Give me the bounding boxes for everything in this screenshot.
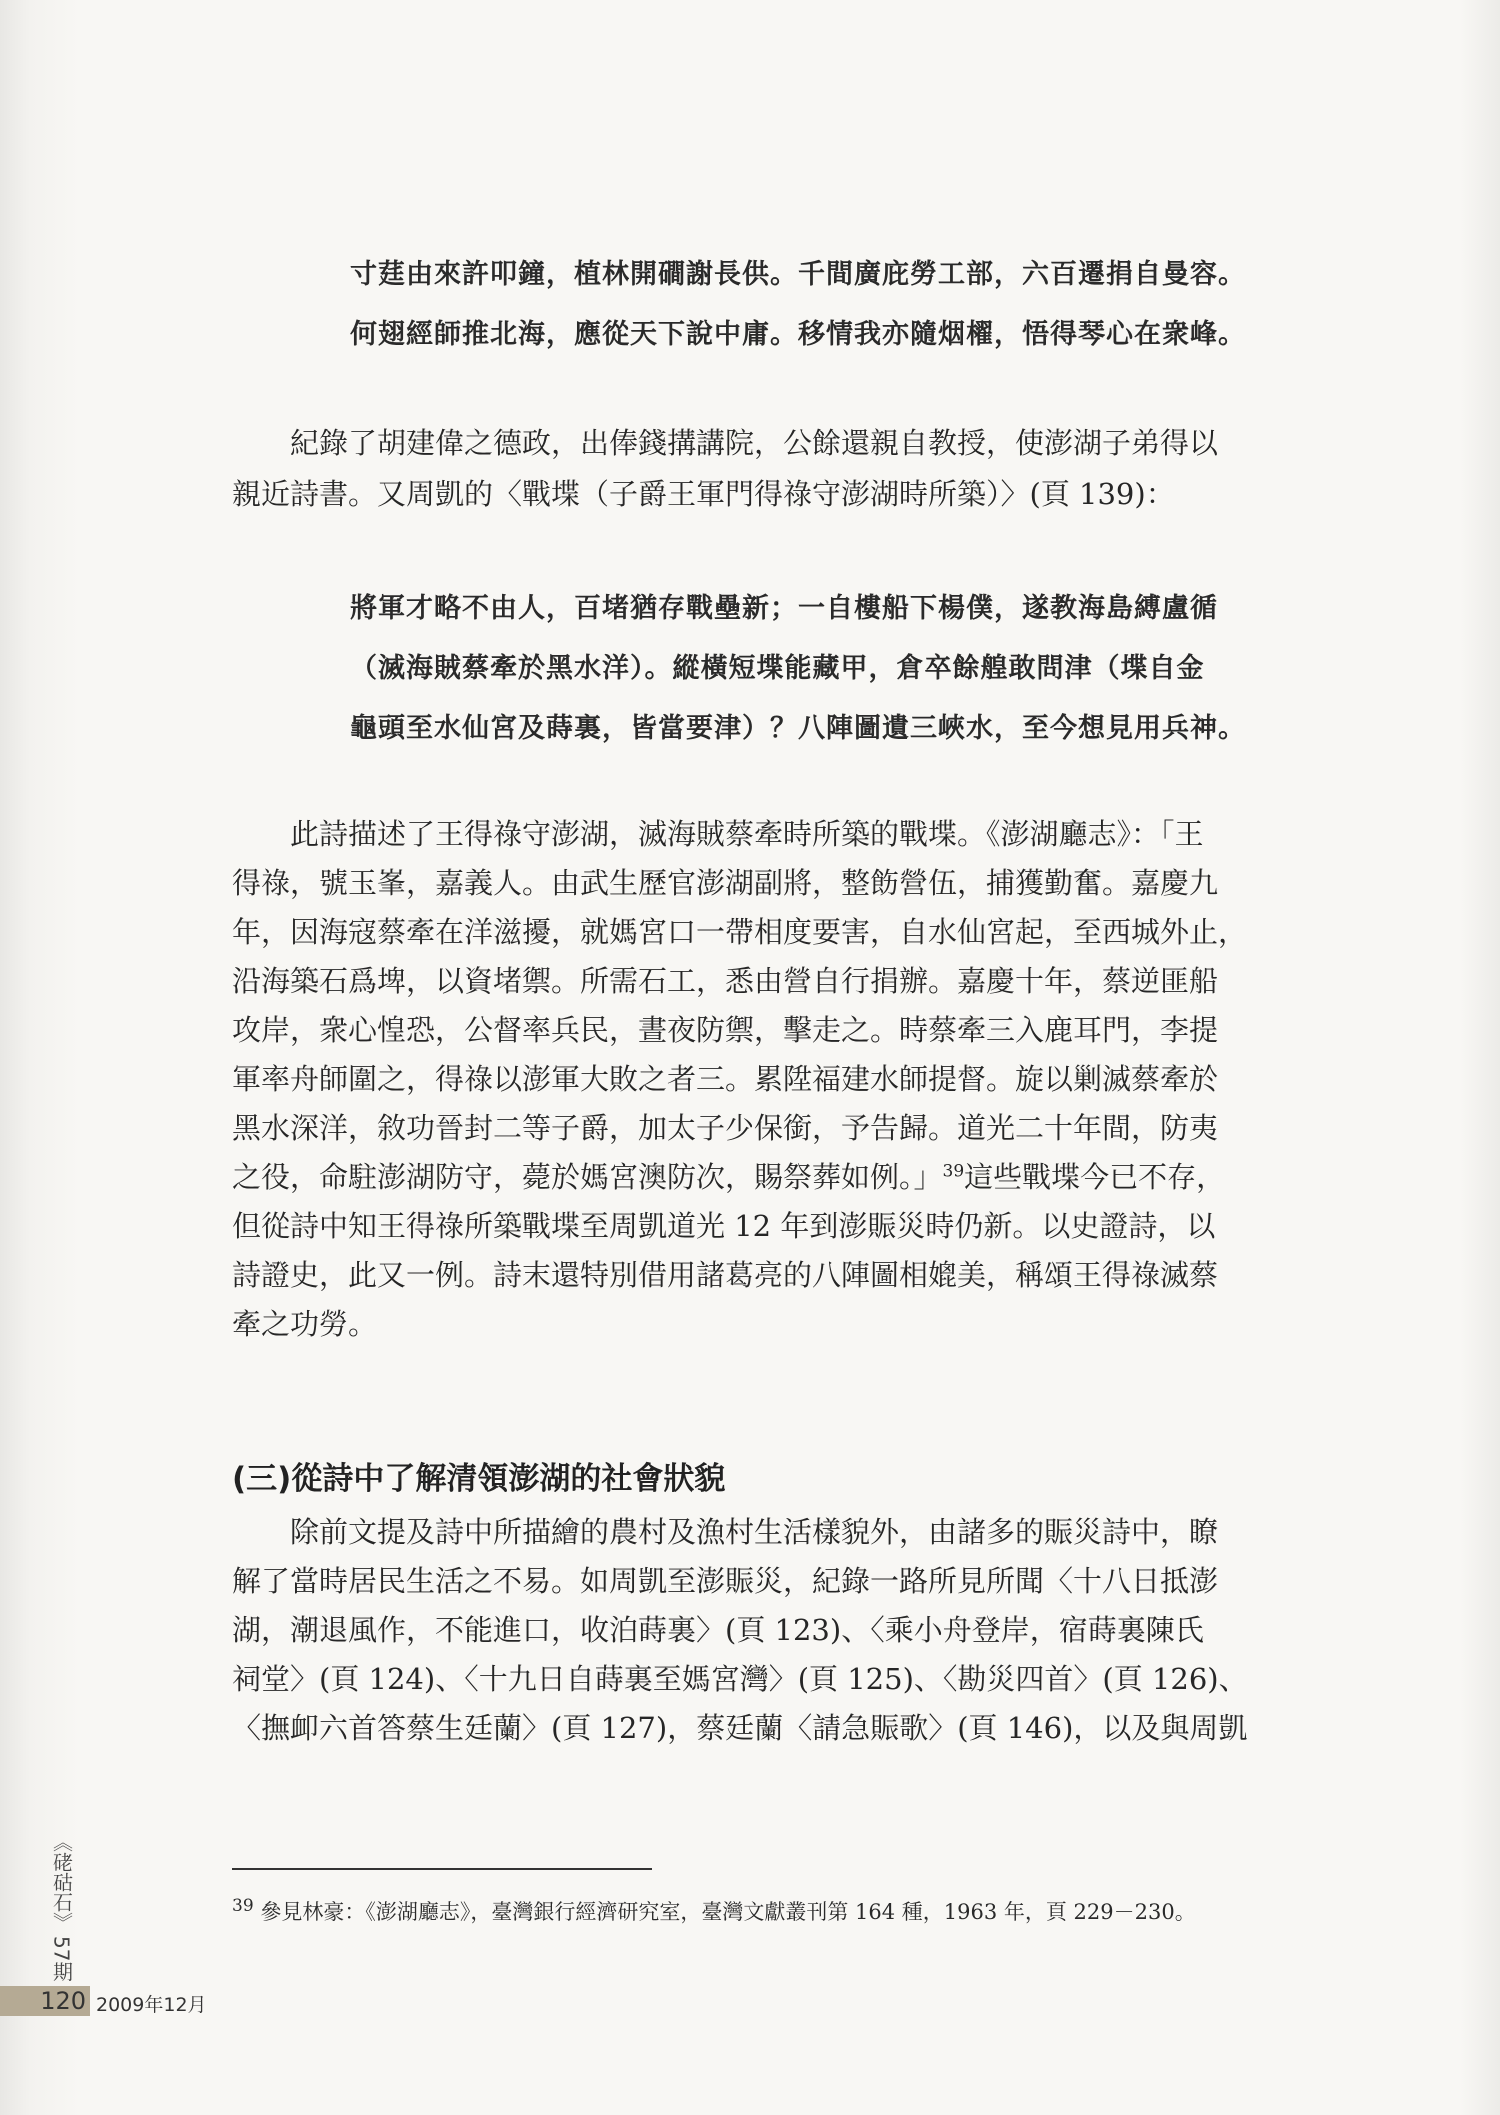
poem-quote-1 bbox=[350, 245, 1355, 365]
section-heading: (三)從詩中了解清領澎湖的社會狀貌 bbox=[232, 1461, 726, 1497]
footnote bbox=[232, 1896, 1372, 1926]
paragraph-line: 攻岸，衆心惶恐，公督率兵民，晝夜防禦，擊走之。時蔡牽三入鹿耳門，李提 bbox=[232, 1013, 1219, 1047]
paragraph-line: 得祿，號玉峯，嘉義人。由武生歷官澎湖副將，整飭營伍，捕獲勤奮。嘉慶九 bbox=[232, 866, 1219, 900]
paragraph-line bbox=[232, 1153, 1350, 1202]
poem-line: 將軍才略不由人，百堵猶存戰壘新；一自樓船下楊僕，遂教海島縛盧循 bbox=[350, 593, 1218, 624]
paragraph-line: 此詩描述了王得祿守澎湖，滅海賊蔡牽時所築的戰堞。《澎湖廳志》：「王 bbox=[290, 817, 1204, 851]
footnote-divider bbox=[232, 1868, 652, 1870]
footnote-number: 39 bbox=[232, 1896, 254, 1916]
footnote-reference[interactable]: 39 bbox=[942, 1161, 965, 1182]
page-number: 120 bbox=[0, 1986, 90, 2016]
poem-line: 寸莛由來許叩鐘，植林開磵謝長供。千間廣庇勞工部，六百遷捐自曼容。 bbox=[350, 259, 1246, 290]
journal-issue: 57期 bbox=[49, 1936, 74, 1982]
paragraph-line: 〈撫卹六首答蔡生廷蘭〉(頁 127)，蔡廷蘭〈請急賑歌〉(頁 146)，以及與周凱 bbox=[232, 1711, 1248, 1745]
paragraph-line: 紀錄了胡建偉之德政，出俸錢搆講院，公餘還親自教授，使澎湖子弟得以 bbox=[290, 426, 1219, 460]
paragraph-2 bbox=[232, 810, 1350, 1349]
paragraph-text: 之役，命駐澎湖防守，薨於媽宮澳防次，賜祭葬如例。」 bbox=[232, 1160, 943, 1194]
paragraph-line: 軍率舟師圍之，得祿以澎軍大敗之者三。累陞福建水師提督。旋以剿滅蔡牽於 bbox=[232, 1062, 1219, 1096]
paragraph-3 bbox=[232, 1508, 1350, 1753]
paragraph-line: 年，因海寇蔡牽在洋滋擾，就媽宮口一帶相度要害，自水仙宮起，至西城外止， bbox=[232, 915, 1248, 949]
poem-line: 龜頭至水仙宮及蒔裏，皆當要津）？八陣圖遺三峽水，至今想見用兵神。 bbox=[350, 713, 1246, 744]
footnote-text: 參見林豪：《澎湖廳志》，臺灣銀行經濟研究室，臺灣文獻叢刊第 164 種，1963 年，頁 229－230。 bbox=[260, 1900, 1196, 1924]
issue-date: 2009年12月 bbox=[96, 1994, 207, 2016]
paragraph-line: 牽之功勞。 bbox=[232, 1307, 378, 1341]
paragraph-line: 黑水深洋，敘功晉封二等子爵，加太子少保銜，予告歸。道光二十年間，防夷 bbox=[232, 1111, 1219, 1145]
paragraph-line: 但從詩中知王得祿所築戰堞至周凱道光 12 年到澎賑災時仍新。以史證詩，以 bbox=[232, 1209, 1216, 1243]
poem-line: （滅海賊蔡牽於黑水洋）。縱橫短堞能藏甲，倉卒餘艎敢問津（堞自金 bbox=[350, 653, 1205, 684]
paragraph-line: 祠堂〉(頁 124)、〈十九日自蒔裏至媽宮灣〉(頁 125)、〈勘災四首〉(頁 126)、 bbox=[232, 1662, 1248, 1696]
poem-line: 何翅經師推北海，應從天下說中庸。移情我亦隨烟櫂，悟得琴心在衆峰。 bbox=[350, 319, 1246, 350]
paragraph-text: 這些戰堞今已不存， bbox=[964, 1160, 1226, 1194]
paragraph-line: 湖，潮退風作，不能進口，收泊蒔裏〉(頁 123)、〈乘小舟登岸，宿蒔裏陳氏 bbox=[232, 1613, 1204, 1647]
paragraph-line: 沿海築石爲埤，以資堵禦。所需石工，悉由營自行捐辦。嘉慶十年，蔡逆匪船 bbox=[232, 964, 1219, 998]
paragraph-line: 詩證史，此又一例。詩末還特別借用諸葛亮的八陣圖相媲美，稱頌王得祿滅蔡 bbox=[232, 1258, 1219, 1292]
paragraph-1 bbox=[232, 418, 1350, 520]
paragraph-line: 除前文提及詩中所描繪的農村及漁村生活樣貌外，由諸多的賑災詩中，瞭 bbox=[290, 1515, 1219, 1549]
journal-title: 《硓𥑮石》 bbox=[49, 1832, 74, 1932]
poem-quote-2 bbox=[350, 579, 1355, 759]
paragraph-line: 親近詩書。又周凱的〈戰堞（子爵王軍門得祿守澎湖時所築）〉(頁 139)： bbox=[232, 477, 1175, 511]
journal-side-label bbox=[46, 1832, 76, 1981]
paragraph-line: 解了當時居民生活之不易。如周凱至澎賑災，紀錄一路所見所聞〈十八日抵澎 bbox=[232, 1564, 1219, 1598]
